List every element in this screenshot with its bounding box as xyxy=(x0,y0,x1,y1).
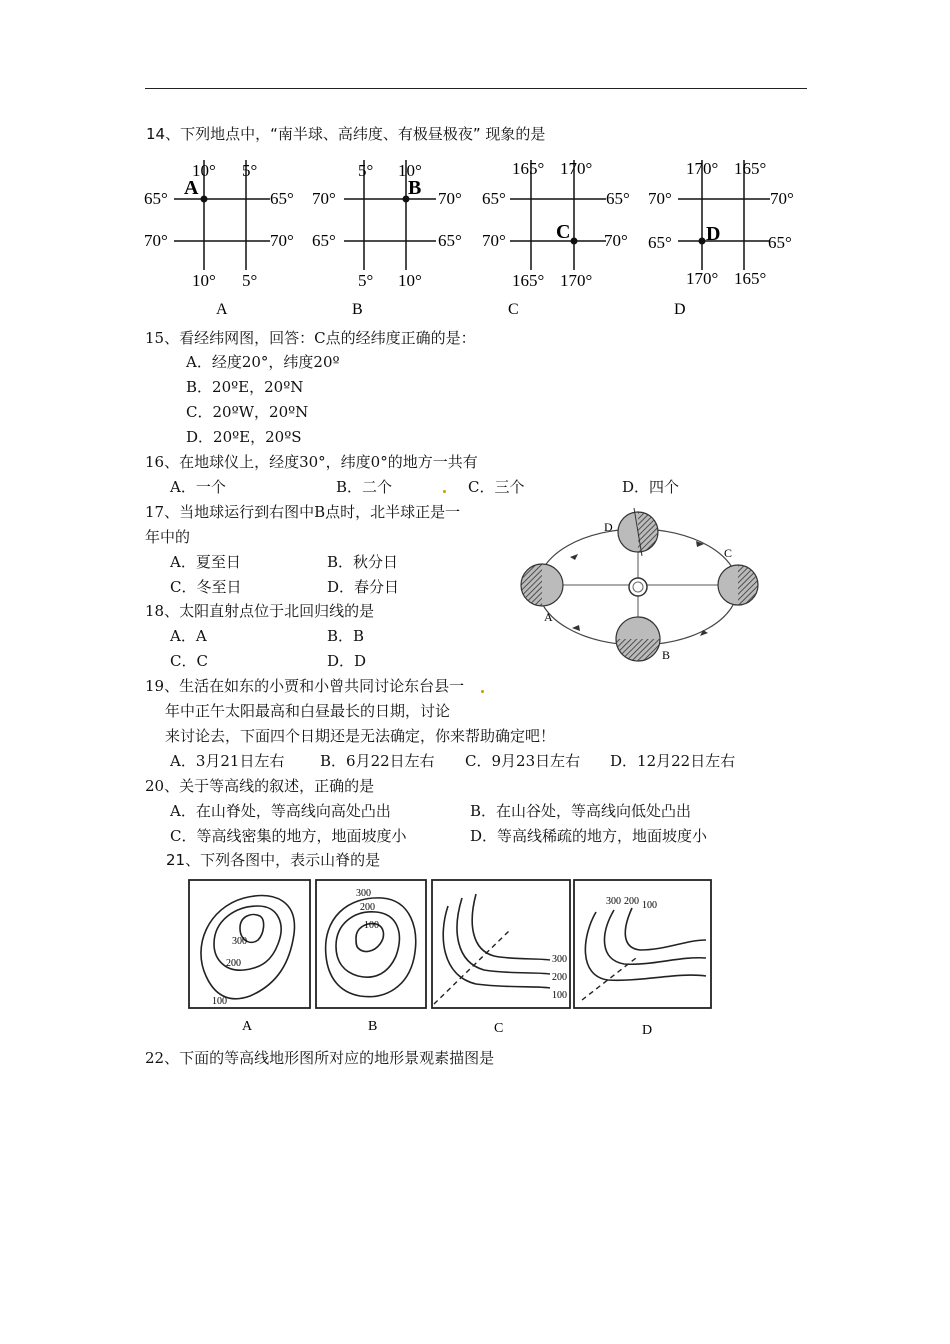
panel-c-label-200: 200 xyxy=(552,972,567,983)
orbit-arrow-3 xyxy=(700,630,708,636)
stray-dot xyxy=(443,490,446,493)
grid-d-lon-bot-2: 165° xyxy=(734,269,767,288)
grid-b-lat-right-1: 70° xyxy=(438,189,462,208)
q15-option-c[interactable]: C．20ºW，20ºN xyxy=(186,403,309,421)
q17-option-b[interactable]: B．秋分日 xyxy=(327,553,399,571)
orbit-label-d: D xyxy=(604,520,613,534)
grid-b-lon-bot-2: 10° xyxy=(398,271,422,290)
grid-c-lon-bot-1: 165° xyxy=(512,271,545,290)
q21-text: 21、下列各图中，表示山脊的是 xyxy=(166,851,381,869)
q18-text: 18、太阳直射点位于北回归线的是 xyxy=(145,602,375,620)
q16-option-a[interactable]: A．一个 xyxy=(170,478,226,496)
panel-c-frame xyxy=(432,880,570,1008)
panel-a-label-300: 300 xyxy=(232,936,247,947)
q17-option-d[interactable]: D．春分日 xyxy=(327,578,400,596)
grid-d-lon-bot-1: 170° xyxy=(686,269,719,288)
grid-a-lat-left-1: 65° xyxy=(144,189,168,208)
q20-text: 20、关于等高线的叙述，正确的是 xyxy=(145,777,375,795)
q18-option-b[interactable]: B．B xyxy=(327,627,365,645)
panel-b-caption: B xyxy=(368,1019,378,1034)
panel-b-label-200: 200 xyxy=(360,902,375,913)
grid-d-lat-right-2: 65° xyxy=(768,233,792,252)
panel-a-label-100: 100 xyxy=(212,996,227,1007)
grid-c-lon-bot-2: 170° xyxy=(560,271,593,290)
point-c xyxy=(571,238,578,245)
grid-d-letter: D xyxy=(706,223,721,245)
q20-option-b[interactable]: B．在山谷处，等高线向低处凸出 xyxy=(470,802,692,820)
stray-dot-2 xyxy=(481,690,484,693)
grid-d-lon-top-1: 170° xyxy=(686,159,719,178)
q17-option-a[interactable]: A．夏至日 xyxy=(170,553,241,571)
q15-option-b[interactable]: B．20ºE，20ºN xyxy=(186,378,304,396)
q16-option-b[interactable]: B．二个 xyxy=(336,478,393,496)
panel-d-label-200: 200 xyxy=(624,896,639,907)
grid-c-lon-top-2: 170° xyxy=(560,159,593,178)
grid-c-lat-left-2: 70° xyxy=(482,231,506,250)
grid-d-lat-left-2: 65° xyxy=(648,233,672,252)
point-a xyxy=(201,196,208,203)
grid-b-lon-top-1: 5° xyxy=(358,161,374,180)
sun-core xyxy=(633,582,643,592)
q15-option-a[interactable]: A．经度20°，纬度20º xyxy=(186,353,340,371)
q19-line1: 19、生活在如东的小贾和小曾共同讨论东台县一 xyxy=(145,677,465,695)
panel-a-caption: A xyxy=(242,1019,253,1034)
earth-a-shade xyxy=(521,564,542,606)
point-d xyxy=(699,238,706,245)
q20-option-d[interactable]: D．等高线稀疏的地方，地面坡度小 xyxy=(470,827,708,845)
grid-a-lon-bot-1: 10° xyxy=(192,271,216,290)
panel-d-caption: D xyxy=(642,1023,653,1038)
orbit-label-c: C xyxy=(724,546,733,560)
grid-a-caption: A xyxy=(216,301,228,318)
q15-text: 15、看经纬网图，回答：C点的经纬度正确的是： xyxy=(145,329,476,347)
grid-c-lat-right-2: 70° xyxy=(604,231,628,250)
q18-option-a[interactable]: A．A xyxy=(170,627,207,645)
grid-c-lat-right-1: 65° xyxy=(606,189,630,208)
grid-c-lat-left-1: 65° xyxy=(482,189,506,208)
q15-option-d[interactable]: D．20ºE，20ºS xyxy=(186,428,302,446)
q19-line3: 来讨论去，下面四个日期还是无法确定，你来帮助确定吧！ xyxy=(165,727,556,745)
panel-d-label-100: 100 xyxy=(642,900,657,911)
panel-d-contour-1 xyxy=(585,912,706,980)
earth-c-shade xyxy=(738,565,758,605)
q19-option-c[interactable]: C．9月23日左右 xyxy=(465,752,581,770)
panel-b-label-100: 100 xyxy=(364,920,379,931)
orbit-arrow-4 xyxy=(572,625,580,631)
grid-d-lat-right-1: 70° xyxy=(770,189,794,208)
grid-a-lon-top-2: 5° xyxy=(242,161,258,180)
q20-option-c[interactable]: C．等高线密集的地方，地面坡度小 xyxy=(170,827,407,845)
q16-option-d[interactable]: D．四个 xyxy=(622,478,680,496)
grid-b-lat-right-2: 65° xyxy=(438,231,462,250)
q18-option-d[interactable]: D．D xyxy=(327,652,367,670)
panel-b-label-300: 300 xyxy=(356,888,371,899)
q19-option-a[interactable]: A．3月21日左右 xyxy=(170,752,285,770)
q16-option-c[interactable]: C．三个 xyxy=(468,478,525,496)
header-rule xyxy=(145,88,807,89)
panel-c-label-300: 300 xyxy=(552,954,567,965)
panel-c-label-100: 100 xyxy=(552,990,567,1001)
orbit-label-b: B xyxy=(662,648,671,662)
grid-c-letter: C xyxy=(556,221,571,243)
grid-b-letter: B xyxy=(408,177,422,199)
earth-b-shade xyxy=(616,639,660,661)
q17-option-c[interactable]: C．冬至日 xyxy=(170,578,242,596)
grid-b-caption: B xyxy=(352,301,363,318)
grid-a-lat-right-2: 70° xyxy=(270,231,294,250)
panel-c-contour-3 xyxy=(472,894,550,960)
grid-d-lon-top-2: 165° xyxy=(734,159,767,178)
earth-d-shade xyxy=(638,512,658,552)
grid-d-caption: D xyxy=(674,301,686,318)
panel-d-contour-2 xyxy=(605,910,706,964)
grid-b-lat-left-2: 65° xyxy=(312,231,336,250)
q19-option-b[interactable]: B．6月22日左右 xyxy=(320,752,435,770)
q19-option-d[interactable]: D．12月22日左右 xyxy=(610,752,736,770)
q22-text: 22、下面的等高线地形图所对应的地形景观素描图是 xyxy=(145,1049,495,1067)
grid-d-lat-left-1: 70° xyxy=(648,189,672,208)
q17-line2: 年中的 xyxy=(145,528,191,546)
panel-d-label-300: 300 xyxy=(606,896,621,907)
earth-orbit-diagram xyxy=(510,505,770,670)
orbit-arrow-1 xyxy=(570,554,578,560)
q19-line2: 年中正午太阳最高和白昼最长的日期，讨论 xyxy=(165,702,451,720)
grid-b-lon-bot-1: 5° xyxy=(358,271,374,290)
grid-a-lat-left-2: 70° xyxy=(144,231,168,250)
grid-a-lat-right-1: 65° xyxy=(270,189,294,208)
grid-a-lon-bot-2: 5° xyxy=(242,271,258,290)
panel-a-label-200: 200 xyxy=(226,958,241,969)
q14-text: 14、下列地点中，“南半球、高纬度、有极昼极夜” 现象的是 xyxy=(146,125,546,143)
grid-b-lat-left-1: 70° xyxy=(312,189,336,208)
q17-line1: 17、当地球运行到右图中B点时，北半球正是一 xyxy=(145,503,461,521)
q16-text: 16、在地球仪上，经度30°，纬度0°的地方一共有 xyxy=(145,453,478,471)
grid-b-lon-top-2: 10° xyxy=(398,161,422,180)
q21-figure xyxy=(186,876,716,1040)
panel-c-dashed-axis xyxy=(434,930,510,1004)
panel-a-contour-outer xyxy=(201,896,295,999)
q20-option-a[interactable]: A．在山脊处，等高线向高处凸出 xyxy=(170,802,391,820)
grid-c-caption: C xyxy=(508,301,519,318)
panel-c-contour-2 xyxy=(457,898,550,974)
panel-d-dashed-axis xyxy=(582,958,636,1000)
grid-a-lon-top-1: 10° xyxy=(192,161,216,180)
panel-d-contour-3 xyxy=(625,908,706,950)
panel-b-frame xyxy=(316,880,426,1008)
q18-option-c[interactable]: C．C xyxy=(170,652,208,670)
panel-c-caption: C xyxy=(494,1021,504,1036)
grid-c-lon-top-1: 165° xyxy=(512,159,545,178)
orbit-label-a: A xyxy=(544,610,553,624)
grid-a-letter: A xyxy=(184,177,199,199)
q14-figure xyxy=(140,152,810,322)
